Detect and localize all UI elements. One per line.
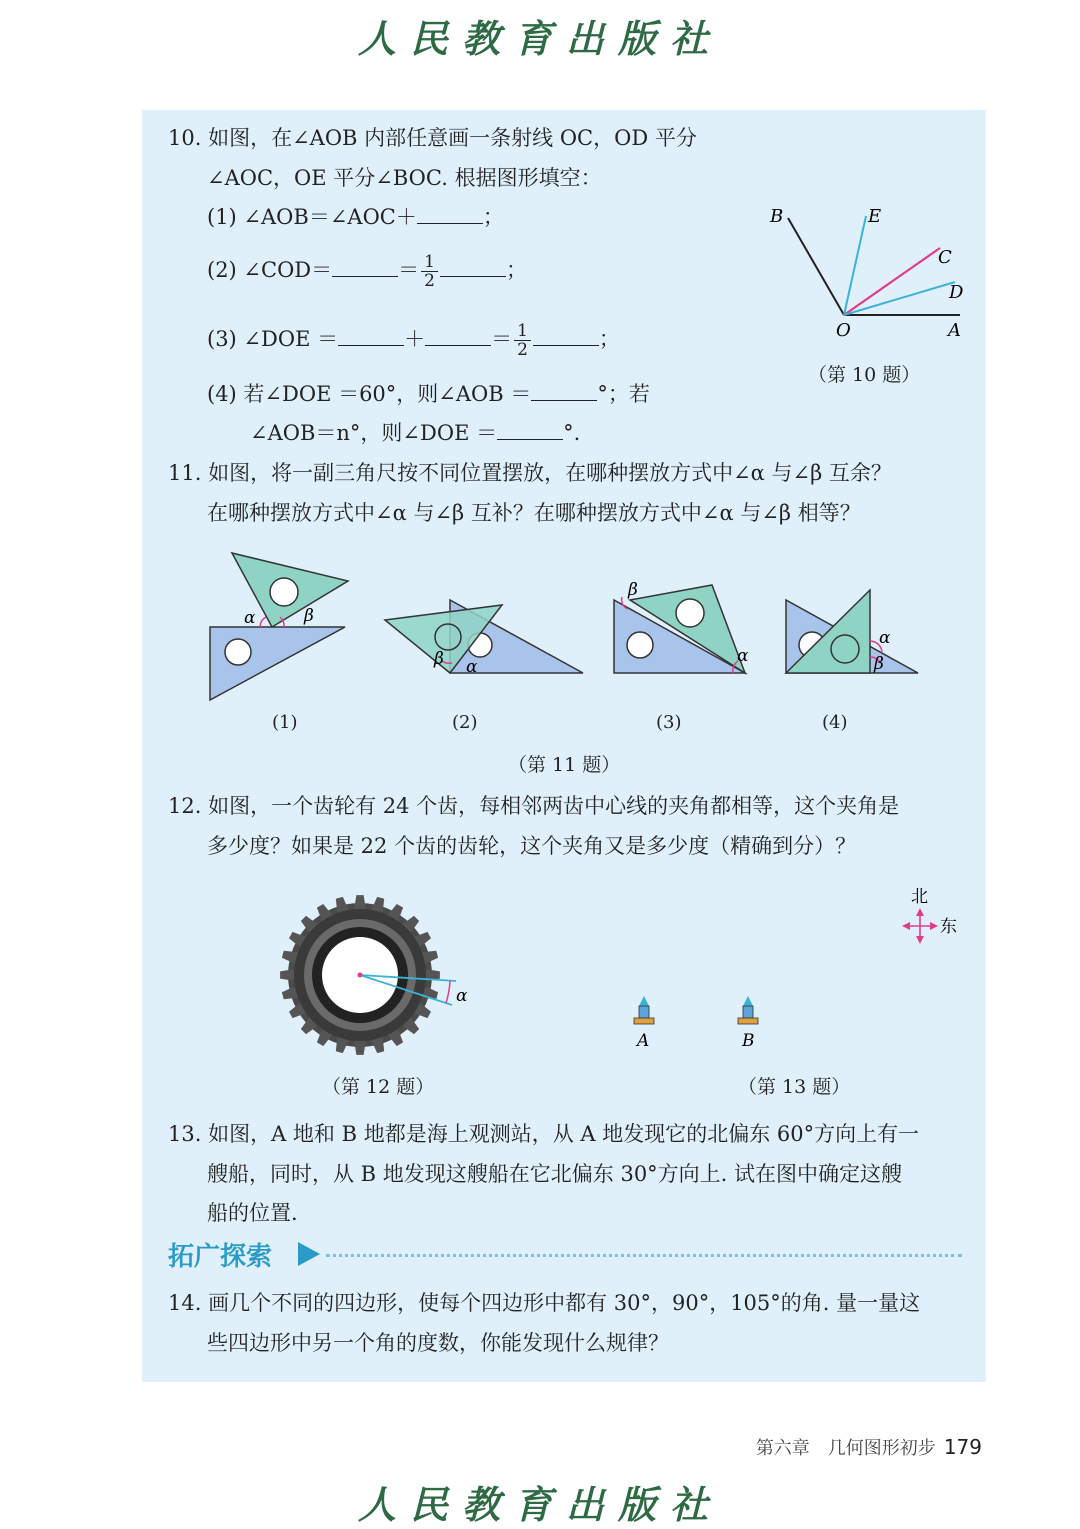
q12-line1: 12. 如图，一个齿轮有 24 个齿，每相邻两齿中心线的夹角都相等，这个夹角是	[168, 794, 900, 818]
ray-OC	[844, 248, 940, 315]
answer-blank	[533, 327, 599, 346]
q13-line2: 艘船，同时，从 B 地发现这艘船在它北偏东 30°方向上. 试在图中确定这艘	[207, 1162, 903, 1186]
q11-caption: （第 11 题）	[508, 754, 621, 776]
q10-caption: （第 10 题）	[808, 364, 921, 386]
fraction-half: $\frac{1}{2}$	[421, 253, 438, 290]
gear-tooth	[354, 895, 366, 909]
answer-blank	[332, 258, 398, 277]
section-arrow-icon	[298, 1242, 320, 1266]
q11-line2: 在哪种摆放方式中∠α 与∠β 互补？在哪种摆放方式中∠α 与∠β 相等？	[207, 501, 861, 525]
answer-blank	[338, 327, 404, 346]
q13-line1: 13. 如图，A 地和 B 地都是海上观测站，从 A 地发现它的北偏东 60°方向上有一	[168, 1122, 920, 1146]
gear-center-point	[358, 973, 363, 978]
alpha-label: α	[879, 628, 891, 648]
ray-OE	[844, 216, 866, 315]
q14-line2: 些四边形中另一个角的度数，你能发现什么规律？	[207, 1331, 669, 1355]
answer-blank	[440, 258, 506, 277]
north-label: 北	[911, 887, 928, 907]
figure-1	[210, 553, 348, 700]
figure-4	[786, 590, 918, 674]
q13-caption: （第 13 题）	[738, 1076, 851, 1098]
gear-tooth	[280, 969, 294, 981]
answer-blank	[425, 327, 491, 346]
publisher-watermark-top: 人民教育出版社	[357, 16, 722, 61]
beta-label: β	[304, 606, 314, 626]
answer-blank	[531, 382, 597, 401]
answer-blank	[417, 205, 483, 224]
gear-tooth	[354, 1041, 366, 1055]
q11-line1: 11. 如图，将一副三角尺按不同位置摆放，在哪种摆放方式中∠α 与∠β 互余？	[168, 461, 892, 485]
q10-part2: (2) ∠COD＝ ＝ $\frac{1}{2}$ ；	[207, 252, 527, 291]
set-square-hole	[627, 632, 653, 658]
chapter-title: 第六章 几何图形初步	[755, 1438, 936, 1459]
angle-arc	[260, 617, 266, 627]
q10-part4: (4) 若∠DOE ＝60°，则∠AOB ＝ °；若	[207, 382, 650, 406]
set-square-hole	[270, 578, 298, 606]
q10-part4-cont: ∠AOB＝n°，则∠DOE ＝ °.	[250, 421, 581, 445]
answer-blank	[497, 421, 563, 440]
page-number: 179	[943, 1435, 982, 1459]
label-E: E	[868, 206, 882, 227]
q11-sub-4: (4)	[822, 712, 848, 733]
label-B: B	[770, 206, 784, 227]
label-A: A	[948, 320, 961, 341]
ray-OD	[844, 282, 955, 315]
label-O: O	[836, 320, 851, 341]
beta-label: β	[628, 580, 638, 600]
section-divider	[326, 1254, 962, 1257]
q12-caption: （第 12 题）	[322, 1076, 435, 1098]
q10-part3: (3) ∠DOE ＝ ＋ ＝ $\frac{1}{2}$ ；	[207, 321, 620, 360]
east-label: 东	[940, 917, 957, 937]
q10-angle-figure	[760, 200, 980, 350]
page-footer	[756, 1434, 982, 1460]
q11-sub-1: (1)	[272, 712, 298, 733]
set-square-blue	[210, 627, 345, 700]
q10-line1: 10. 如图，在∠AOB 内部任意画一条射线 OC，OD 平分	[168, 126, 697, 150]
ray-OB	[788, 218, 844, 315]
q11-triangle-figures	[200, 545, 930, 710]
label-B: B	[742, 1031, 755, 1051]
q10-line2: ∠AOC，OE 平分∠BOC. 根据图形填空：	[207, 166, 602, 190]
q13-line3: 船的位置.	[207, 1201, 298, 1225]
q13-map-figure	[600, 880, 970, 1055]
q12-gear-figure	[280, 895, 480, 1065]
label-D: D	[949, 282, 964, 303]
figure-3	[614, 580, 749, 673]
alpha-label: α	[456, 986, 468, 1006]
beta-label: β	[434, 649, 444, 669]
set-square-hole	[676, 599, 704, 627]
q14-line1: 14. 画几个不同的四边形，使每个四边形中都有 30°，90°，105°的角. 量一量这	[168, 1291, 921, 1315]
q10-part1: (1) ∠AOB＝∠AOC＋ ；	[207, 205, 504, 229]
set-square-hole	[225, 639, 251, 665]
compass-icon	[902, 908, 938, 944]
section-title: 拓广探索	[168, 1242, 273, 1272]
station-A-icon	[634, 996, 654, 1024]
figure-2	[385, 600, 583, 677]
fraction-half: $\frac{1}{2}$	[514, 322, 531, 359]
q11-sub-2: (2)	[452, 712, 478, 733]
q11-sub-3: (3)	[656, 712, 682, 733]
label-A: A	[637, 1031, 650, 1051]
publisher-watermark-bottom: 人民教育出版社	[357, 1482, 722, 1527]
alpha-label: α	[737, 646, 749, 666]
angle-arc	[446, 981, 450, 1003]
alpha-label: α	[244, 608, 256, 628]
label-C: C	[938, 247, 952, 268]
station-B-icon	[738, 996, 758, 1024]
alpha-label: α	[466, 657, 478, 677]
q12-line2: 多少度？如果是 22 个齿的齿轮，这个夹角又是多少度（精确到分）？	[207, 834, 857, 858]
beta-label: β	[874, 654, 884, 674]
